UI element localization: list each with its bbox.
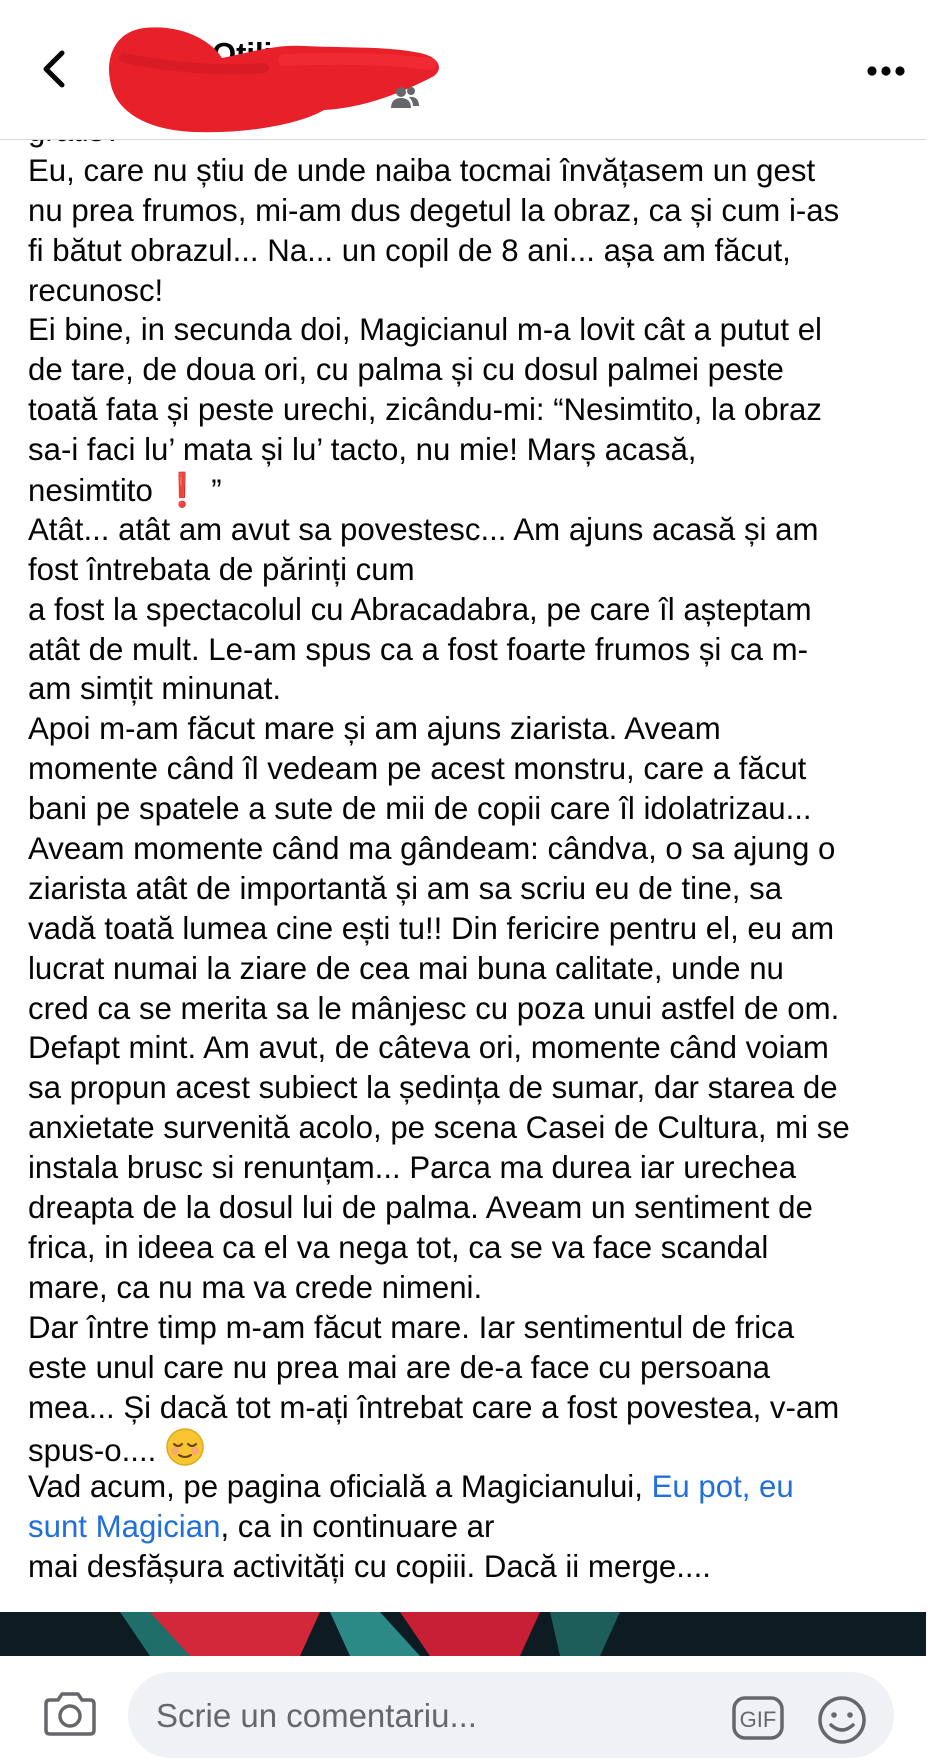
post-line: ziarista atât de importantă și am sa scriu eu de tine, sa — [28, 870, 783, 906]
post-line — [28, 1507, 928, 1547]
post-line: Atât... atât am avut sa povestesc... Am ajuns acasă și am — [28, 511, 819, 547]
post-line: Dar între timp m-am făcut mare. Iar sentimentul de frica — [28, 1309, 795, 1345]
smiley-icon[interactable] — [816, 1694, 868, 1746]
chevron-left-icon — [40, 49, 68, 89]
post-line: cred ca se merita sa le mânjesc cu poza unui astfel de om. — [28, 990, 840, 1026]
post-line-text: Vad acum, pe pagina oficială a Magicianului, — [28, 1469, 652, 1505]
post-line: mare, ca nu ma va crede nimeni. — [28, 1269, 483, 1305]
redaction-scribble — [104, 18, 442, 136]
post-line-text: ” — [202, 473, 222, 509]
post-line-text: nesimtito — [28, 473, 162, 509]
page-link[interactable]: sunt Magician — [28, 1509, 221, 1545]
gif-label: GIF — [739, 1707, 777, 1732]
attached-photo-preview[interactable] — [0, 1612, 926, 1656]
comment-bar — [0, 1656, 926, 1764]
post-body — [0, 140, 926, 1612]
comment-placeholder: Scrie un comentariu... — [156, 1697, 477, 1734]
post-line: este unul care nu prea mai are de-a face cu persoana — [28, 1349, 771, 1385]
post-line — [28, 470, 928, 510]
post-line: Eu, care nu știu de unde naiba tocmai învățasem un gest — [28, 152, 816, 188]
post-line: fi bătut obrazul... Na... un copil de 8 ani... așa am făcut, — [28, 232, 791, 268]
post-line: frica, in ideea ca el va nega tot, ca se va face scandal — [28, 1229, 769, 1265]
post-header — [0, 0, 926, 140]
post-line-text: , ca in continuare ar — [220, 1509, 495, 1545]
post-line: a fost la spectacolul cu Abracadabra, pe care îl așteptam — [28, 591, 812, 627]
post-line: fost întrebata de părinți cum — [28, 551, 415, 587]
photo-image — [0, 1612, 926, 1656]
post-line-text: spus-o.... — [28, 1433, 165, 1469]
more-horizontal-icon — [866, 65, 906, 77]
post-line: mea... Și dacă tot m-ați întrebat care a fost povestea, v-am — [28, 1389, 840, 1425]
relieved-face-emoji — [165, 1427, 205, 1467]
post-line — [28, 1427, 928, 1467]
post-line: Defapt mint. Am avut, de câteva ori, momente când voiam — [28, 1030, 829, 1066]
post-line: vadă toată lumea cine ești tu!! Din fericire pentru el, eu am — [28, 910, 835, 946]
post-line: recunosc! — [28, 272, 164, 308]
post-line: Aveam momente când ma gândeam: cândva, o sa ajung o — [28, 831, 836, 867]
people-icon — [390, 84, 420, 110]
comment-input[interactable] — [128, 1672, 894, 1758]
post-line: lucrat numai la ziare de cea mai buna calitate, unde nu — [28, 950, 784, 986]
post-line: am simțit minunat. — [28, 671, 282, 707]
post-line: bani pe spatele a sute de mii de copii care îl idolatrizau... — [28, 791, 812, 827]
page-link[interactable]: Eu pot, eu — [651, 1469, 794, 1505]
post-line: nu prea frumos, mi-am dus degetul la obraz, ca și cum i-as — [28, 192, 840, 228]
post-text — [28, 111, 928, 1587]
post-line: sa-i faci lu’ mata și lu’ tacto, nu mie! Marș acasă, — [28, 432, 697, 468]
post-line: anxietate survenită acolo, pe scena Casei de Cultura, mi se — [28, 1110, 850, 1146]
camera-icon[interactable] — [42, 1690, 98, 1738]
post-line: de tare, de doua ori, cu palma și cu dosul palmei peste — [28, 352, 784, 388]
gif-button[interactable] — [732, 1696, 784, 1740]
post-line: momente când îl vedeam pe acest monstru, care a făcut — [28, 751, 807, 787]
exclamation-emoji: ❗ — [161, 471, 203, 509]
back-button[interactable] — [30, 42, 78, 96]
post-line: dreapta de la dosul lui de palma. Aveam un sentiment de — [28, 1190, 813, 1226]
post-line: Ei bine, in secunda doi, Magicianul m-a lovit cât a putut el — [28, 312, 822, 348]
post-line: Apoi m-am făcut mare și am ajuns ziarista. Aveam — [28, 711, 721, 747]
post-line — [28, 1467, 928, 1507]
post-line: atât de mult. Le-am spus ca a fost foarte frumos și ca m- — [28, 631, 808, 667]
post-line: sa propun acest subiect la ședința de sumar, dar starea de — [28, 1070, 838, 1106]
post-line: mai desfășura activități cu copiii. Dacă ii merge.... — [28, 1549, 711, 1585]
more-options-button[interactable] — [860, 54, 912, 88]
post-line: toată fata și peste urechi, zicându-mi: “Nesimtito, la obraz — [28, 392, 822, 428]
post-line: instala brusc si renunțam... Parca ma durea iar urechea — [28, 1150, 796, 1186]
